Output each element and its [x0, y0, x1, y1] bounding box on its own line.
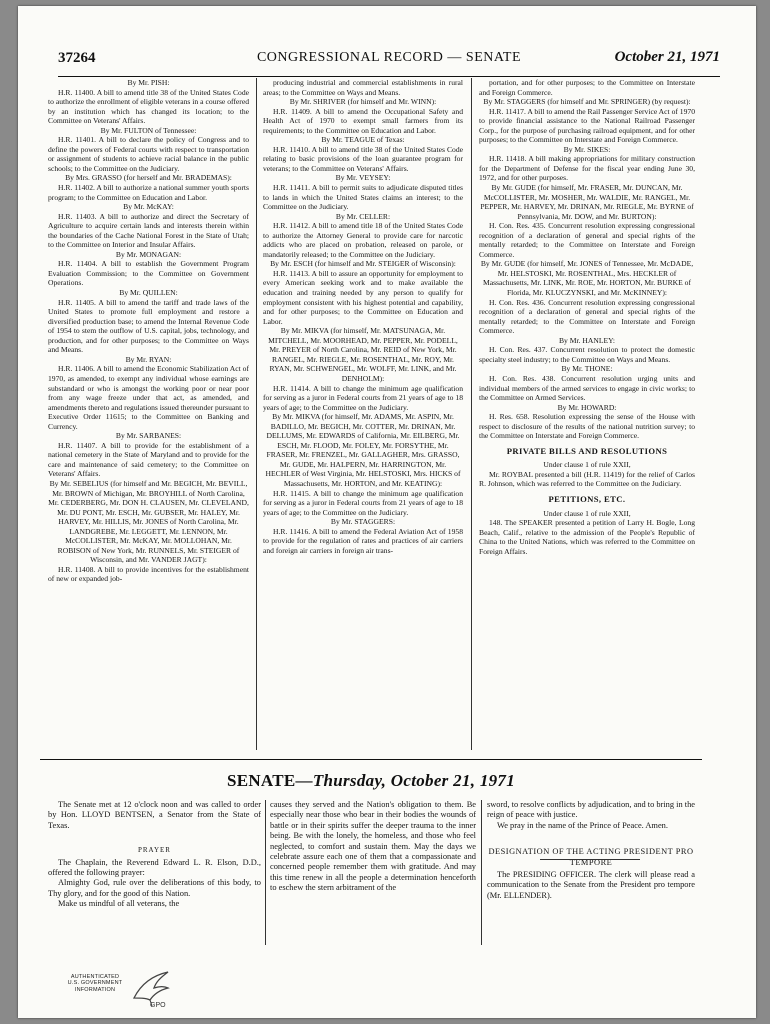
page-header — [58, 50, 720, 77]
prayer-intro: The Chaplain, the Reverend Edward L. R. Elson, D.D., offered the following prayer: — [48, 857, 261, 878]
sponsor-line: By Mr. RYAN: — [125, 354, 172, 364]
bill-entry: H. Con. Res. 438. Concurrent resolution urging units and individual members of the armed services to engage in civic works; to the Committee on Armed Services. — [479, 373, 695, 403]
sponsor-line: By Mr. STAGGERS (for himself and Mr. SPRINGER) (by request): — [483, 97, 691, 107]
bill-entry: H.R. 11413. A bill to assure an opportunity for employment to every American seeking work and to make available the education and training needed by any person to qualify for employment consistent with his highest potential and capability, and for other purposes; to the Committee on Education and Labor. — [263, 268, 463, 326]
sponsor-line: By Mr. VEYSEY: — [335, 173, 391, 183]
sponsor-line: By Mr. SEBELIUS (for himself and Mr. BEGICH, Mr. BEVILL, Mr. BROWN of Michigan, Mr. BROYHILL of North Carolina, Mr. CEDERBERG, Mr. DON H. CLAUSEN, Mr. CLEVELAND, Mr. DU PONT, Mr. ESCH, Mr. GUBSER, Mr. HALEY, Mr. HARVEY, Mr. HILLIS, Mr. JONES of North Carolina, Mr. LANDGREBE, Mr. LEGGETT, Mr. LENNON, Mr. McCOLLISTER, Mr. McKAY, Mr. MOLLOHAN, Mr. ROBISON of New York, Mr. RUNNELS, Mr. STEIGER of Wisconsin, and Mr. VANDER JAGT): — [48, 478, 249, 565]
petitions-heading: PETITIONS, ETC. — [548, 493, 626, 504]
prayer-paragraph: Almighty God, rule over the deliberations of this body, to Thy glory, and for the good of this Nation. — [48, 878, 261, 898]
bill-entry: H.R. 11417. A bill to amend the Rail Passenger Service Act of 1970 to provide financial assistance to the National Railroad Passenger Corp., for the purpose of purchasing railroad equipment, and for other purposes; to the Committee on Interstate and Foreign Commerce. — [479, 106, 695, 145]
prayer-paragraph: Make us mindful of all veterans, the — [58, 899, 180, 909]
prayer-continuation: causes they served and the Nation's obligation to them. Be especially near those who bear in their bodies the wounds of battle or in their spirits suffer the deeper trauma to the inner being. Be with the lonely, the homeless, and those who feel neglected, to comfort and sustain them. May the days we celebrate assure each one of them that a compassionate and concerned people remember them with gratitude. And may this time renew in all the people a determination henceforth to eschew the stern arbitrament of the — [270, 800, 476, 893]
bill-entry: H. Con. Res. 436. Concurrent resolution expressing congressional recognition of a declaration of general and special rights of the mentally retarded; to the Committee on Interstate and Foreign Commerce. — [479, 297, 695, 336]
sponsor-line: By Mr. GUDE (for himself, Mr. FRASER, Mr. DUNCAN, Mr. McCOLLISTER, Mr. MOSHER, Mr. WALDIE, Mr. RANGEL, Mr. PEPPER, Mr. HARVEY, Mr. DRINAN, Mr. RIEGLE, Mr. BYRNE of Pennsylvania, Mr. DOW, and Mr. BURTON): — [480, 183, 694, 221]
bill-entry: H.R. 11400. A bill to amend title 38 of the United States Code to authorize the enrollment of eligible veterans in a course offered by an institution which has changed its location; to the Committee on Veterans' Affairs. — [48, 87, 249, 126]
bill-entry: H.R. 11418. A bill making appropriations for military construction for the Department of Defense for the fiscal year ending June 30, 1972, and for other purposes. — [479, 154, 695, 183]
bill-entry: H.R. 11402. A bill to authorize a national summer youth sports program; to the Committee on Education and Labor. — [48, 183, 249, 202]
column-divider — [256, 78, 257, 750]
senate-column-1 — [48, 800, 261, 950]
sponsor-line: By Mr. SARBANES: — [115, 431, 182, 441]
bill-entry: H.R. 11401. A bill to declare the policy of Congress and to define the powers of Federal courts with respect to transportation or assignment of students to achieve racial balance in the public schools; to the Committee on the Judiciary. — [48, 135, 249, 173]
sponsor-line: By Mr. McKAY: — [123, 202, 174, 212]
senate-opening: The Senate met at 12 o'clock noon and was called to order by Hon. LLOYD BENTSEN, a Senator from the State of Texas. — [48, 800, 261, 830]
senate-column-3 — [487, 800, 695, 960]
bill-entry: H. Con. Res. 437. Concurrent resolution to protect the domestic specialty steel industry; to the Committee on Ways and Means. — [479, 345, 695, 364]
bill-entry: H.R. 11404. A bill to establish the Government Program Evaluation Commission; to the Committee on Government Operations. — [48, 259, 249, 288]
header-date: October 21, 1971 — [614, 49, 720, 65]
bill-entry: H.R. 11403. A bill to authorize and direct the Secretary of Agriculture to acquire certain lands and interests therein within the boundaries of the Cache National Forest in the State of Utah; to the Committee on Interior and Insular Affairs. — [48, 211, 249, 250]
house-column-3-bills — [479, 78, 695, 441]
bill-entry: H.R. 11415. A bill to change the minimum age qualification for serving as a juror in Federal courts from 21 years of age to 18 years of age; to the Committee on the Judiciary. — [263, 488, 463, 517]
sponsor-line: By Mr. MIKVA (for himself, Mr. ADAMS, Mr. ASPIN, Mr. BADILLO, Mr. BEGICH, Mr. COTTER, Mr. DRINAN, Mr. DELLUMS, Mr. EDWARDS of California, Mr. EILBERG, Mr. ESCH, Mr. FLOOD, Mr. FOLEY, Mr. FORSYTHE, Mr. FRASER, Mr. FRENZEL, Mr. GALLAGHER, Mrs. GRASSO, Mr. GUDE, Mr. HALPERN, Mr. HARRINGTON, Mr. HECHLER of West Virginia, Mr. HELSTOSKI, Mrs. HICKS of Massachusetts, Mr. HORTON, and Mr. KEATING): — [265, 412, 461, 488]
petitions-clause: Under clause 1 of rule XXII, — [543, 508, 631, 518]
sponsor-line: By Mr. HOWARD: — [557, 402, 617, 412]
sponsor-line: By Mr. ESCH (for himself and Mr. STEIGER of Wisconsin): — [270, 259, 456, 269]
private-bills-heading: PRIVATE BILLS AND RESOLUTIONS — [506, 445, 668, 456]
sponsor-line: By Mrs. GRASSO (for herself and Mr. BRADEMAS): — [65, 173, 232, 183]
sponsor-line: By Mr. FULTON of Tennessee: — [100, 125, 197, 135]
sponsor-line: By Mr. GUDE (for himself, Mr. JONES of Tennessee, Mr. McDADE, Mr. HELSTOSKI, Mr. ROSENTHAL, Mrs. HECKLER of Massachusetts, Mr. LINK, Mr. ROE, Mr. HORTON, Mr. BURKE of Florida, Mr. KLUCZYNSKI, and Mr. McKINNEY): — [480, 259, 694, 298]
bill-entry: H.R. 11408. A bill to provide incentives for the establishment of new or expanded job- — [48, 564, 249, 584]
sponsor-line: By Mr. SHRIVER (for himself and Mr. WINN): — [289, 97, 437, 107]
senate-title: SENATE— — [226, 771, 313, 790]
senate-heading — [40, 771, 702, 791]
bill-entry: H.R. 11409. A bill to amend the Occupational Safety and Health Act of 1970 to exempt small farmers from its requirements; to the Committee on Education and Labor. — [263, 106, 463, 135]
sponsor-line: By Mr. CELLER: — [335, 211, 391, 221]
bill-entry: producing industrial and commercial establishments in rural areas; to the Committee on Ways and Means. — [263, 78, 463, 97]
prayer-conclusion: sword, to resolve conflicts by adjudication, and to bring in the reign of peace with justice. — [487, 800, 695, 820]
designation-text: The PRESIDING OFFICER. The clerk will please read a communication to the Senate from the President pro tempore (Mr. ELLENDER). — [487, 870, 695, 900]
private-bill-text: Mr. ROYBAL presented a bill (H.R. 11419) for the relief of Carlos R. Johnson, which was referred to the Committee on the Judiciary. — [479, 469, 695, 489]
bill-entry: H.R. 11407. A bill to provide for the establishment of a national cemetery in the State of Maryland and to provide for the care and maintenance of said cemetery; to the Committee on Veterans' Affairs. — [48, 440, 249, 479]
designation-heading: DESIGNATION OF THE ACTING PRESIDENT PRO TEMPORE — [488, 847, 694, 867]
gpo-eagle-icon — [130, 968, 174, 1008]
sponsor-line: By Mr. PISH: — [127, 78, 170, 87]
gpo-seal-text: AUTHENTICATED U.S. GOVERNMENT INFORMATION — [67, 974, 123, 993]
sponsor-line: By Mr. QUILLEN: — [119, 288, 178, 298]
sponsor-line: By Mr. MONAGAN: — [115, 249, 182, 259]
separator-rule — [540, 859, 640, 860]
prayer-amen: We pray in the name of the Prince of Peace. Amen. — [497, 820, 668, 830]
column-divider — [481, 800, 482, 945]
sponsor-line: By Mr. MIKVA (for himself, Mr. MATSUNAGA, Mr. MITCHELL, Mr. MOORHEAD, Mr. PEPPER, Mr. PODELL, Mr. PREYER of North Carolina, Mr. REID of New York, Mr. RANGEL, Mr. RIEGLE, Mr. ROSENTHAL, Mr. ROY, Mr. RYAN, Mr. SCHWENGEL, Mr. WOLFF, Mr. LINK, and Mr. DENHOLM): — [268, 326, 458, 383]
sponsor-line: By Mr. THONE: — [561, 364, 613, 374]
sponsor-line: By Mr. TEAGUE of Texas: — [321, 135, 405, 145]
bill-entry: H.R. 11411. A bill to permit suits to adjudicate disputed titles to lands in which the United States claims an interest; to the Committee on the Judiciary. — [263, 183, 463, 212]
senate-column-2 — [270, 800, 476, 960]
sponsor-line: By Mr. HANLEY: — [558, 335, 616, 345]
bill-entry: H.R. 11406. A bill to amend the Economic Stabilization Act of 1970, as amended, to exempt any individual whose earnings are substandard or who is amongst the working poor or near poor from any wage freeze under that act, as amended, and amendments thereto and regulations issued thereunder pursuant to Executive Order 11615; to the Committee on Banking and Currency. — [48, 364, 249, 431]
page-number: 37264 — [58, 50, 96, 66]
bill-entry: H. Con. Res. 435. Concurrent resolution expressing congressional recognition of a declaration of general and special rights of the mentally retarded; to the Committee on Interstate and Foreign Commerce. — [479, 221, 695, 259]
gpo-authentication-seal — [60, 968, 180, 1008]
senate-date: Thursday, October 21, 1971 — [312, 771, 516, 790]
sponsor-line: By Mr. STAGGERS: — [330, 517, 396, 527]
column-divider — [265, 800, 266, 945]
bill-entry: H. Res. 658. Resolution expressing the sense of the House with respect to disclosure of the results of the national nutrition survey; to the Committee on Interstate and Foreign Commerce. — [479, 412, 695, 441]
house-column-1 — [48, 78, 249, 748]
petition-text: 148. The SPEAKER presented a petition of Larry H. Bogle, Long Beach, Calif., relative to the admission of the People's Republic of China to the United Nations, which was referred to the Committee on Foreign Affairs. — [479, 518, 695, 556]
private-bills-clause: Under clause 1 of rule XXII, — [543, 460, 631, 470]
record-title: CONGRESSIONAL RECORD — SENATE — [256, 50, 522, 65]
bill-entry: H.R. 11410. A bill to amend title 38 of the United States Code relating to basic provisions of the loan guarantee program for veterans; to the Committee on Veterans' Affairs. — [263, 144, 463, 173]
bill-entry: H.R. 11405. A bill to amend the tariff and trade laws of the United States to promote full employment and restore a diversified production base; to amend the Internal Revenue Code of 1954 to stem the outflow of U.S. capital, jobs, technology, and production, and for other purposes; to the Committee on Ways and Means. — [48, 297, 249, 355]
prayer-heading: PRAYER — [138, 846, 171, 855]
gpo-mark: GPO — [150, 1002, 166, 1008]
bill-entry: H.R. 11412. A bill to amend title 18 of the United States Code to authorize the Attorney General to provide care for narcotic addicts who are placed on probation, released on parole, or mandatorily released; to the Committee on the Judiciary. — [263, 221, 463, 259]
bill-entry: H.R. 11416. A bill to amend the Federal Aviation Act of 1958 to provide for the regulation of rates and practices of air carriers and foreign air carriers in foreign air trans- — [263, 526, 463, 555]
section-rule — [40, 759, 702, 760]
sponsor-line: By Mr. SIKES: — [563, 144, 611, 154]
bill-entry: H.R. 11414. A bill to change the minimum age qualification for serving as a juror in Federal courts from 21 years of age to 18 years of age; to the Committee on the Judiciary. — [263, 383, 463, 412]
house-column-3 — [479, 78, 695, 748]
bill-entry: portation, and for other purposes; to the Committee on Interstate and Foreign Commerce. — [479, 78, 695, 97]
column-divider — [471, 78, 472, 750]
house-column-2 — [263, 78, 463, 748]
